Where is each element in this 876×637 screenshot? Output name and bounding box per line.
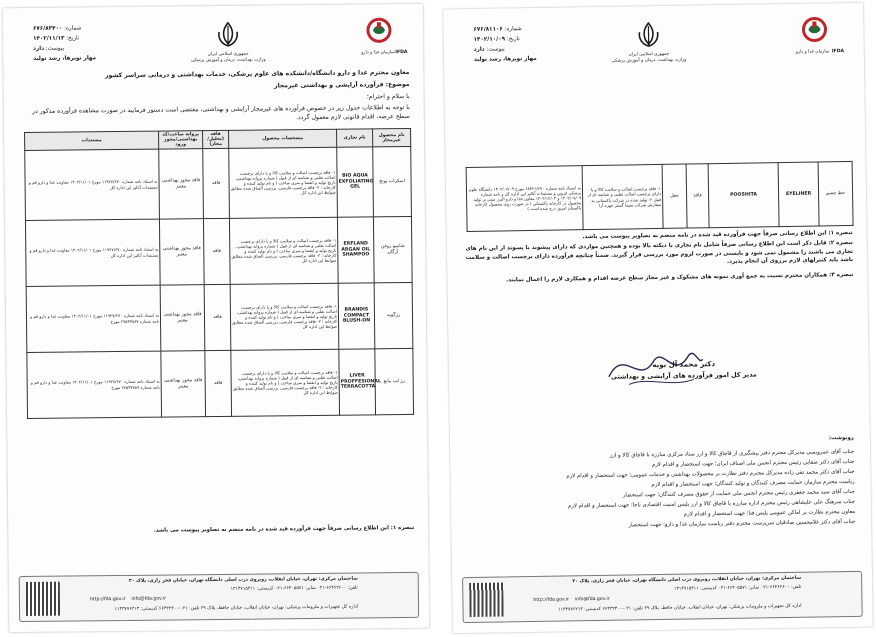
letter-slogan: مهار نوبرها، رشد تولید (33, 55, 97, 62)
iran-emblem-icon (213, 20, 243, 50)
footer-email[interactable]: info@fda.gov.ir (131, 596, 167, 602)
col-header: فاقد (تحلیل/مجاز) (203, 130, 229, 148)
cell-spec: ۱- فاقد برچسب اصالت و سلامت کالا و یا دارای برچسب اصالت تقلبی و شناسه ای از قبیل ( شماره پروانه بهداشتی، تاریخ تولید و انقضا و سری ساخت ) و نام تولید کننده و کارخانه ؛ ۲- فاقد برچسب فارسی، بررسی الصاق شده مطابق ضوابط این اداره کل (229, 147, 338, 218)
cell-brand: BRANDIS COMPACT BLUSH-ON (338, 283, 375, 349)
cell-spec: ۱- فاقد برچسب اصالت و سلامت کالا و یا دارای برچسب اصالت تقلبی و شناسه ای از قبیل ( شماره پروانه بهداشتی، تاریخ تولید و انقضا و سری ساخت ) و نام تولید کننده و کارخانه ؛ ۲- فاقد برچسب فارسی، بررسی الصاق شده مطابق ضوابط این اداره کل (229, 217, 338, 284)
footer-office: اداره کل تجهیزات و ملزومات پزشکی: تهران، خیابان انقلاب، خیابان حافظ، پلاک ۲۹ تلفن: ۰۲۱-۶۶۴۳۲۳۰۰ کدپستی: ۱۱۳۳۷۷۶۲۱۳ (114, 604, 359, 613)
table-row (466, 161, 853, 231)
cell-product: شامپو روغن آرگان (373, 216, 412, 282)
letter-number: شماره: ۶۷۶/۸۱۱۰۶ (473, 26, 522, 33)
cell-product: اسکراب پوتخ (373, 146, 412, 216)
letter-footer (462, 571, 863, 623)
cell-product: رژگونه (374, 282, 413, 348)
ministry-label: وزارت بهداشت، درمان و آموزش پزشکی (611, 57, 687, 64)
letter-attachment: پیوست: دارد (473, 46, 505, 53)
cc-item: جناب آقای دکتر غلامحسین صادقیان سرپرست محترم دفتر ریاست سازمان غذا و دارو؛ جهت استحضار (628, 518, 856, 529)
cell-license: فاقد مجوز بهداشتی معتبر (159, 149, 204, 219)
fda-mark: IFDA (831, 49, 845, 55)
iran-emblem-icon (633, 20, 663, 50)
footer-office: اداره کل تجهیزات و ملزومات پزشکی: تهران، خیابان انقلاب، خیابان حافظ، پلاک ۲۹ تلفن: ۰۲۱-۶۶۴۳۲۳۰۰ کدپستی: ۱۱۳۳۷۷۶۲۱۳ (558, 603, 802, 613)
col-header: مستندات (25, 131, 159, 150)
cc-item: معاون محترم نظارت بر اماکن عمومی پلیس فتا؛ جهت استحضار و اقدام لازم (683, 508, 856, 518)
footer-web (90, 597, 166, 603)
cell-spec: ۱- فاقد برچسب اصالت و سلامت کالا و یا دارای برچسب اصالت تقلبی و شناسه ای از قبیل ( شماره پروانه بهداشتی، تاریخ تولید و انقضا و سری ساخت ) و نام تولید کننده و کارخانه ؛ ۲- فاقد برچسب فارسی، بررسی الصاق شده مطابق ضوابط این اداره کل (230, 283, 339, 350)
cell-license: فاقد مجوز بهداشتی معتبر (160, 285, 205, 351)
cell-spec: ۱- فاقد برچسب اصالت و سلامت کالا و یا دارای برچسب اصالت تقلبی و شناسه ای از قبیل ( شماره پروانه بهداشتی، تاریخ تولید و انقضا و سری ساخت ) و نام تولید کننده و کارخانه ؛ ۲- فاقد برچسب فارسی، بررسی الصاق شده مطابق ضوابط این اداره کل (231, 349, 340, 416)
cell-docs: به استناد نامه شماره ۱۱۹۲۷/۶۷۰ مورخ ۱۴۰۲/۱۱/۰۱ معاونت غذا و دارو قم و مستندات آنالیز این اداره کل (25, 219, 160, 286)
fda-logo-icon (363, 16, 395, 48)
cell-brand: EYELINER (778, 162, 819, 227)
cell-brand: BIO AQUA EXFOLIATING GEL (337, 147, 374, 217)
note-1: تبصره ۱: این اطلاع رسانی صرفاً جهت فرآورده قید شده در نامه منضم به تصاویر پیوست می باشد. (582, 229, 853, 241)
republic-label: جمهوری اسلامی ایران (628, 51, 670, 58)
cell-license: فاقد مجوز بهداشتی معتبر (161, 351, 206, 417)
table-row (25, 216, 412, 286)
republic-label: جمهوری اسلامی ایران (207, 51, 249, 58)
fda-name: سازمان غذا و دارو (361, 50, 395, 56)
cc-item: جناب آقای دکتر صفایی رئیس محترم انجمن ملی اصناف ایران؛ جهت استحضار و اقدام لازم (651, 458, 855, 469)
cell-missing: فاقد (203, 218, 230, 284)
cell-brand: ERFLAND ARGAN OIL SHAMPOO (337, 217, 374, 283)
cell-license: فاقد مجوز بهداشتی معتبر (159, 219, 204, 285)
qr-code-icon (469, 582, 504, 617)
cell-docs: به استناد نامه شماره ۱۱۹۲۷/۶۷۰ مورخ ۱۴۰۲/۱۱/۰۱ معاونت غذا و دارو قم و نامه شماره ۲۷۵۳۷۸۸۷ مورخ (27, 351, 162, 418)
col-header: نام تجاری (337, 129, 373, 147)
cell-docs: به استناد نامه شماره ۱۱۹۲۷/۶۷۰ مورخ ۱۴۰۲/۱۱/۰۱ معاونت غذا و دارو قم و مستندات آنالیز این اداره کل (25, 149, 160, 220)
cc-item: جناب آقای عمرویسی مدیرکل محترم دفتر پیشگیری از قاچاق کالا و ارز ستاد مرکزی مبارزه با قاچاق کالا و ارز (609, 448, 855, 459)
fda-logo-icon (798, 15, 830, 47)
cc-item: جناب آقای سید محمد جعفری رئیس محترم انجمن ملی حمایت از حقوق مصرف کنندگان؛ جهت استحضار (622, 488, 855, 499)
footer-address: ساختمان مرکزی: تهران، خیابان انقلاب، روبروی درب اصلی دانشگاه تهران، خیابان فخر رازی، پلاک ۳۰ (572, 575, 802, 585)
cc-item: جناب آقای دکتر محمد تقی زاده مدیرکل محترم دفتر نظارت بر محصولات بهداشتی و خدمات عمومی؛ جهت استحضار و اقدام لازم (566, 468, 855, 480)
col-header: پروانه ساخت/کد بهداشتی/مجوز ورود (159, 131, 203, 149)
table-row (25, 146, 412, 220)
letter-date: تاریخ: ۱۴۰۲/۱۱/۱۳ (33, 35, 80, 42)
letter-date: تاریخ: ۱۴۰۲/۱۰/۰۹ (473, 36, 520, 43)
note-1: تبصره ۱: این اطلاع رسانی صرفاً جهت فرآورده قید شده در نامه منضم به تصاویر پیوست می باشد. (153, 524, 415, 534)
cell-brand-name: POOSHITA (708, 163, 779, 228)
cell-missing: فاقد (204, 284, 231, 350)
table-row (27, 348, 414, 418)
body-paragraph: با توجه به اطلاعات جدول زیر در خصوص فرآورده های غیرمجاز آرایشی و بهداشتی، مقتضی است دستور فرمایید در صورت مشاهده فرآورده مذکور در سطح عرضه، اقدام قانونی لازم معمول گردد. (32, 103, 410, 122)
signatory-title: مدیر کل امور فرآورده های آرایشی و بهداشتی (610, 370, 757, 381)
cell-license: جعل (662, 164, 687, 228)
footer-address: ساختمان مرکزی: تهران، خیابان انقلاب، روبروی درب اصلی دانشگاه تهران، خیابان فخر رازی، پلاک ۳۰ (128, 576, 358, 584)
note-2: تبصره ۲: قابل ذکر است این اطلاع رسانی صرفاً شامل نام تجاری با دیکته بالا بوده و همچنین مواردی که دارای پیشوند یا پسوند از این نام های تجاری می باشند را مشمول نمی شود و بایستی در صورت لزوم مورد بررسی قرار گیرند. ضمناً چنانچه فرآورده دارای برچسب اصالت و سلامت باشد باید کنترلهای لازم برروی آن انجام پذیرد. (465, 239, 854, 266)
col-header: مشخصات محصول (229, 129, 337, 148)
cell-missing: فاقد (205, 350, 232, 416)
col-header: نام محصول غیرمجاز (373, 128, 411, 146)
ministry-label: وزارت بهداشت، درمان و آموزش پزشکی (190, 57, 266, 64)
cc-label: رونوشت: (828, 434, 854, 442)
signatory-name: دکتر محمد آل بویه (652, 360, 716, 370)
greeting: با سلام و احترام؛ (366, 92, 410, 101)
cell-brand: LIVER PROFFESIONAL TERRACOTTA (339, 349, 376, 415)
letter-attachment: پیوست: دارد (33, 45, 65, 52)
footer-email[interactable]: info@fda.gov.ir (574, 596, 610, 603)
fda-name: سازمان غذا و دارو (795, 49, 830, 55)
cell-spec: ۱- فاقد برچسب اصالت و سلامت کالا و یا دارای برچسب اصالت تقلبی و شناسه ای از قبیل ۲- تولید شده در شرکت پاکستانی به سفارش شرکت سیما گستر چهره آرا (582, 164, 663, 229)
qr-code-icon (26, 582, 60, 616)
product-table (466, 161, 854, 232)
subject: موضوع: فرآورده آرایشی و بهداشتی غیرمجاز (274, 80, 410, 90)
footer-tel: تلفن: ۶۶۴۶۲۶۰۰-۰۲۱ نمابر: ۶۶۴۰۵۵۷۱-۰۲۱ کدپستی: ۱۳۱۴۷۱۵۳۱۱ (230, 585, 358, 592)
cell-docs: به استناد نامه شماره ۱۱۹۲۷/۶۷۰ مورخ ۱۴۰۲/۱۱/۰۱ معاونت غذا و دارو قم و نامه شماره ۲۷۵۳۷۸۸۷ مورخ (26, 285, 161, 352)
cell-product: خط چشم (818, 161, 853, 226)
product-table (24, 128, 414, 419)
cc-item: ریاست محترم سازمان حمایت مصرف کنندگان و تولید کنندگان؛ جهت استحضار و اقدام لازم (651, 478, 855, 489)
letter-page-left (3, 4, 430, 632)
cc-item: جناب سرهنگ علی علیشاهی رئیس محترم اداره مبارزه با قاچاق کالا و ارز پلیس امنیت اقتصادی ناجا؛ جهت استحضار و اقدام لازم (567, 498, 855, 510)
cell-missing: فاقد (686, 164, 709, 228)
footer-tel: تلفن: ۶۶۴۶۲۶۰۰-۰۲۱ نمابر: ۶۶۴۰۵۵۷۱-۰۲۱ کدپستی: ۱۳۱۴۷۱۵۳۱۱ (673, 584, 802, 592)
fda-mark: IFDA (395, 49, 408, 56)
letter-slogan: مهار نوبرها، رشد تولید (473, 55, 537, 63)
cell-docs: به استناد نامه شماره ۶۸۴۲۱/۶۷۰ مورخ ۱۴۰۲/۰۷/۰۹ دانشگاه علوم پزشکی قزوین و مستندات آنالیز این اداره کل و نامه شماره ۱۴۰۲/۰۷/۰۹ و ۱۴۰۲/۱۲/۰۴ معاون غذا و دارو البرز مبنی بر تولید محصول در کارخانه پاکستانی ( در صورت روی محصول کارخانه پاکستان امروز درج شده است ) (466, 166, 583, 232)
letter-number: شماره: ۶۷۶/۸۳۴۰۰ (32, 25, 82, 32)
cell-product: رژ لب مایع (375, 348, 414, 414)
footer-website[interactable]: http://fda.gov.ir (533, 597, 570, 603)
note-3: تبصره ۳: همکاران محترم نسبت به جمع آوری نمونه های مشکوک و غیر مجاز سطح عرضه اقدام و همکاری لازم را اعمال نمایند. (506, 271, 854, 284)
cell-missing: فاقد (203, 148, 230, 218)
addressee: معاون محترم غذا و دارو دانشگاه/دانشکده های علوم پزشکی، خدمات بهداشتی و درمانی سراسر کشور (105, 68, 410, 80)
table-row (26, 282, 413, 352)
letter-page-right (443, 3, 873, 634)
letter-footer (19, 572, 419, 622)
footer-web (533, 597, 609, 603)
footer-website[interactable]: http://fda.gov.ir (89, 596, 126, 603)
